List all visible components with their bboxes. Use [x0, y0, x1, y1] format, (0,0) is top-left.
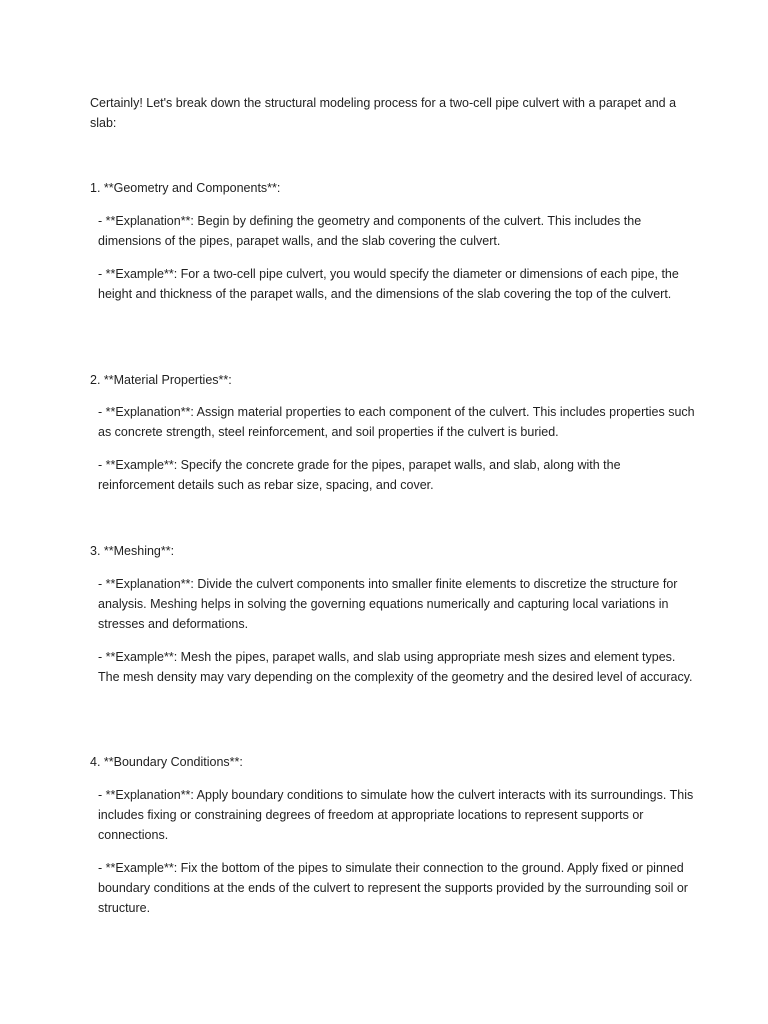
section-3-example: - **Example**: Mesh the pipes, parapet walls, and slab using appropriate mesh sizes and element types. The mesh density may vary depending on the complexity of the geometry and the desired level of accuracy.: [98, 650, 693, 684]
section-4-explanation: - **Explanation**: Apply boundary conditions to simulate how the culvert interacts with its surroundings. This includes fixing or constraining degrees of freedom at appropriate locations to represent supports or connections.: [98, 788, 694, 842]
section-3-heading: 3. **Meshing**:: [90, 544, 175, 558]
section-1-heading: 1. **Geometry and Components**:: [90, 181, 281, 195]
section-4-heading: 4. **Boundary Conditions**:: [90, 755, 243, 769]
section-2-example: - **Example**: Specify the concrete grade for the pipes, parapet walls, and slab, along with the reinforcement details such as rebar size, spacing, and cover.: [98, 458, 621, 492]
section-4-example: - **Example**: Fix the bottom of the pipes to simulate their connection to the ground. Apply fixed or pinned boundary conditions at the ends of the culvert to represent the supports provided by the surrounding soil or structure.: [98, 861, 688, 915]
intro-paragraph: Certainly! Let's break down the structural modeling process for a two-cell pipe culvert with a parapet and a slab:: [90, 96, 677, 130]
section-3-explanation: - **Explanation**: Divide the culvert components into smaller finite elements to discretize the structure for analysis. Meshing helps in solving the governing equations numerically and capturing local variations in stresses and deformations.: [98, 577, 678, 631]
section-2-heading: 2. **Material Properties**:: [90, 373, 232, 387]
section-1-explanation: - **Explanation**: Begin by defining the geometry and components of the culvert. This includes the dimensions of the pipes, parapet walls, and the slab covering the culvert.: [98, 214, 642, 248]
section-2-explanation: - **Explanation**: Assign material properties to each component of the culvert. This includes properties such as concrete strength, steel reinforcement, and soil properties if the culvert is buried.: [98, 405, 695, 439]
section-1-example: - **Example**: For a two-cell pipe culvert, you would specify the diameter or dimensions of each pipe, the height and thickness of the parapet walls, and the dimensions of the slab covering the top of the culvert.: [98, 267, 679, 301]
